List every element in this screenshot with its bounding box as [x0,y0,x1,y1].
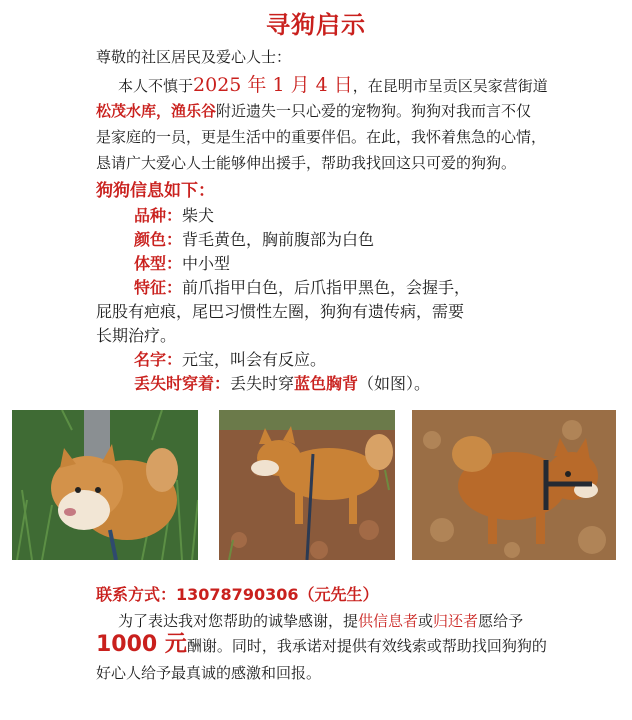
contact-phone[interactable]: 13078790306 [176,585,299,604]
dog-photo-3-image [412,410,616,560]
info-value: 柴犬 [182,206,215,225]
intro-line-3: 是家庭的一员，更是生活中的重要伴侣。在此，我怀着焦急的心情， [96,128,547,146]
info-value: 元宝，叫会有反应。 [182,350,327,369]
info-value: 前爪指甲白色，后爪指甲黑色，会握手， [182,278,471,297]
info-value: 中小型 [182,254,231,273]
intro-text: ，在昆明市呈贡区吴家营街道 [352,77,548,95]
info-features-2: 屁股有疤痕，尾巴习惯性左圈，狗狗有遗传病，需要 [96,302,465,321]
info-label: 品种： [134,206,183,225]
info-clothes [134,372,430,396]
intro-line-4: 恳请广大爱心人士能够伸出援手，帮助我找回这只可爱的狗狗。 [96,154,517,172]
contact-person: （元先生） [298,585,379,604]
intro-line-1 [118,72,548,99]
info-features-3: 长期治疗。 [96,326,177,345]
dog-photo-2-image [219,410,395,560]
thanks-text: 为了表达我对您帮助的诚挚感谢，提 [118,612,359,630]
dog-photo-2 [219,410,395,560]
info-size [134,252,230,276]
dog-photo-1 [12,410,198,560]
thanks-line-3: 好心人给予最真诚的感激和回报。 [96,664,322,682]
info-label: 丢失时穿着： [134,374,231,393]
thanks-highlight: 供信息者 [358,612,419,630]
info-features [134,276,470,300]
lost-location: 松茂水库，渔乐谷 [96,102,217,120]
info-label: 特征： [134,278,183,297]
contact-label: 联系方式： [96,585,177,604]
info-value: 背毛黄色，胸前腹部为白色 [182,230,375,249]
thanks-text: 酬谢。同时，我承诺对提供有效线索或帮助找回狗狗的 [186,637,547,655]
contact-line [96,582,379,605]
greeting: 尊敬的社区居民及爱心人士： [96,48,292,66]
thanks-text: 或 [418,612,434,630]
info-value: （如图）。 [358,374,431,393]
info-heading: 狗狗信息如下： [96,181,215,201]
reward-amount: 1000 元 [96,632,187,657]
intro-line-2 [96,98,531,124]
info-label: 体型： [134,254,183,273]
page-title: 寻狗启示 [266,11,366,39]
thanks-line-2 [96,630,547,661]
intro-text: 附近遗失一只心爱的宠物狗。狗狗对我而言不仅 [216,102,532,120]
lost-date: 2025 年 1 月 4 日 [193,74,353,96]
dog-photo-3 [412,410,616,560]
info-value: 丢失时穿 [230,374,295,393]
thanks-highlight: 归还者 [433,612,479,630]
info-color [134,228,374,252]
thanks-text: 愿给予 [478,612,524,630]
intro-text: 本人不慎于 [118,77,194,95]
dog-photo-1-image [12,410,198,560]
info-breed [134,204,214,228]
info-name [134,348,326,372]
info-label: 名字： [134,350,183,369]
info-label: 颜色： [134,230,183,249]
info-value-highlight: 蓝色胸背 [294,374,359,393]
